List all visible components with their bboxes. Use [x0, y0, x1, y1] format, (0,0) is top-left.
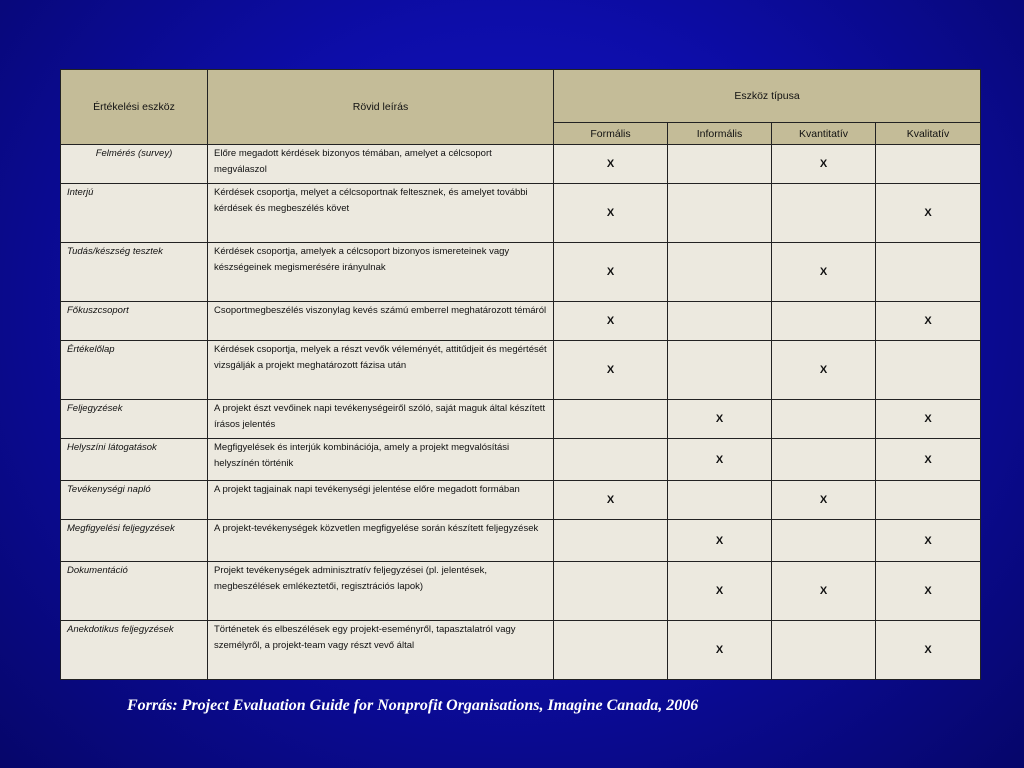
mark-cell-quantitative: X	[772, 341, 876, 400]
tool-name-cell: Felmérés (survey)	[61, 145, 208, 184]
mark-cell-informal: X	[668, 520, 772, 562]
mark-cell-qualitative	[876, 145, 981, 184]
description-cell: A projekt tagjainak napi tevékenységi jelentése előre megadott formában	[208, 481, 554, 520]
mark-cell-informal	[668, 184, 772, 243]
mark-cell-qualitative	[876, 243, 981, 302]
mark-cell-formal	[554, 621, 668, 680]
mark-cell-formal: X	[554, 341, 668, 400]
table-row	[61, 184, 981, 243]
mark-cell-quantitative	[772, 439, 876, 481]
mark-cell-qualitative	[876, 481, 981, 520]
table-row	[61, 243, 981, 302]
description-cell: Kérdések csoportja, melyek a részt vevők véleményét, attitűdjeit és megértését vizsgálják a projekt meghatározott fázisa után	[208, 341, 554, 400]
mark-cell-formal	[554, 400, 668, 439]
mark-cell-quantitative: X	[772, 481, 876, 520]
mark-cell-informal: X	[668, 439, 772, 481]
mark-cell-quantitative	[772, 621, 876, 680]
description-cell: Előre megadott kérdések bizonyos témában, amelyet a célcsoport megválaszol	[208, 145, 554, 184]
description-cell: Kérdések csoportja, melyet a célcsoportnak feltesznek, és amelyet további kérdések és megbeszélés követ	[208, 184, 554, 243]
mark-cell-formal: X	[554, 145, 668, 184]
description-cell: Megfigyelések és interjúk kombinációja, amely a projekt megvalósítási helyszínén történik	[208, 439, 554, 481]
tool-name-cell: Helyszíni látogatások	[61, 439, 208, 481]
mark-cell-quantitative: X	[772, 243, 876, 302]
mark-cell-informal: X	[668, 400, 772, 439]
tool-name-cell: Feljegyzések	[61, 400, 208, 439]
table-row	[61, 481, 981, 520]
table-row	[61, 520, 981, 562]
header-type-informal: Informális	[668, 123, 772, 145]
mark-cell-informal	[668, 481, 772, 520]
mark-cell-informal	[668, 302, 772, 341]
mark-cell-quantitative: X	[772, 562, 876, 621]
mark-cell-qualitative: X	[876, 562, 981, 621]
table-row	[61, 341, 981, 400]
mark-cell-informal	[668, 145, 772, 184]
header-tool: Értékelési eszköz	[61, 70, 208, 145]
tool-name-cell: Értékelőlap	[61, 341, 208, 400]
table-row	[61, 621, 981, 680]
mark-cell-quantitative	[772, 520, 876, 562]
evaluation-tools-table	[60, 69, 981, 680]
mark-cell-quantitative: X	[772, 145, 876, 184]
header-type-qualitative: Kvalitatív	[876, 123, 981, 145]
tool-name-cell: Anekdotikus feljegyzések	[61, 621, 208, 680]
description-cell: Csoportmegbeszélés viszonylag kevés számú emberrel meghatározott témáról	[208, 302, 554, 341]
mark-cell-formal	[554, 562, 668, 621]
description-cell: Kérdések csoportja, amelyek a célcsoport bizonyos ismereteinek vagy készségeinek megismerésére irányulnak	[208, 243, 554, 302]
mark-cell-qualitative: X	[876, 400, 981, 439]
description-cell: Projekt tevékenységek adminisztratív feljegyzései (pl. jelentések, megbeszélések emlékeztetői, regisztrációs lapok)	[208, 562, 554, 621]
description-cell: A projekt-tevékenységek közvetlen megfigyelése során készített feljegyzések	[208, 520, 554, 562]
tool-name-cell: Interjú	[61, 184, 208, 243]
mark-cell-qualitative: X	[876, 520, 981, 562]
mark-cell-formal: X	[554, 481, 668, 520]
mark-cell-informal	[668, 341, 772, 400]
table-row	[61, 302, 981, 341]
header-type-formal: Formális	[554, 123, 668, 145]
mark-cell-formal: X	[554, 243, 668, 302]
tool-name-cell: Dokumentáció	[61, 562, 208, 621]
mark-cell-informal: X	[668, 562, 772, 621]
mark-cell-formal	[554, 520, 668, 562]
header-type-quantitative: Kvantitatív	[772, 123, 876, 145]
description-cell: Történetek és elbeszélések egy projekt-eseményről, tapasztalatról vagy személyről, a projekt-team vagy részt vevő által	[208, 621, 554, 680]
source-citation: Forrás: Project Evaluation Guide for Nonprofit Organisations, Imagine Canada, 2006	[127, 697, 699, 714]
tool-name-cell: Főkuszcsoport	[61, 302, 208, 341]
table-row	[61, 145, 981, 184]
mark-cell-qualitative: X	[876, 184, 981, 243]
table-row	[61, 562, 981, 621]
mark-cell-quantitative	[772, 302, 876, 341]
evaluation-tools-table-container	[60, 69, 980, 680]
tool-name-cell: Tevékenységi napló	[61, 481, 208, 520]
tool-name-cell: Tudás/készség tesztek	[61, 243, 208, 302]
header-description: Rövid leírás	[208, 70, 554, 145]
header-type-group: Eszköz típusa	[554, 70, 981, 123]
mark-cell-quantitative	[772, 184, 876, 243]
table-body	[61, 145, 981, 680]
mark-cell-formal: X	[554, 302, 668, 341]
tool-name-cell: Megfigyelési feljegyzések	[61, 520, 208, 562]
mark-cell-qualitative	[876, 341, 981, 400]
mark-cell-qualitative: X	[876, 439, 981, 481]
mark-cell-formal: X	[554, 184, 668, 243]
mark-cell-qualitative: X	[876, 302, 981, 341]
description-cell: A projekt észt vevőinek napi tevékenységeiről szóló, saját maguk által készített írásos jelentés	[208, 400, 554, 439]
mark-cell-qualitative: X	[876, 621, 981, 680]
mark-cell-quantitative	[772, 400, 876, 439]
mark-cell-informal: X	[668, 621, 772, 680]
mark-cell-informal	[668, 243, 772, 302]
mark-cell-formal	[554, 439, 668, 481]
table-row	[61, 439, 981, 481]
table-row	[61, 400, 981, 439]
